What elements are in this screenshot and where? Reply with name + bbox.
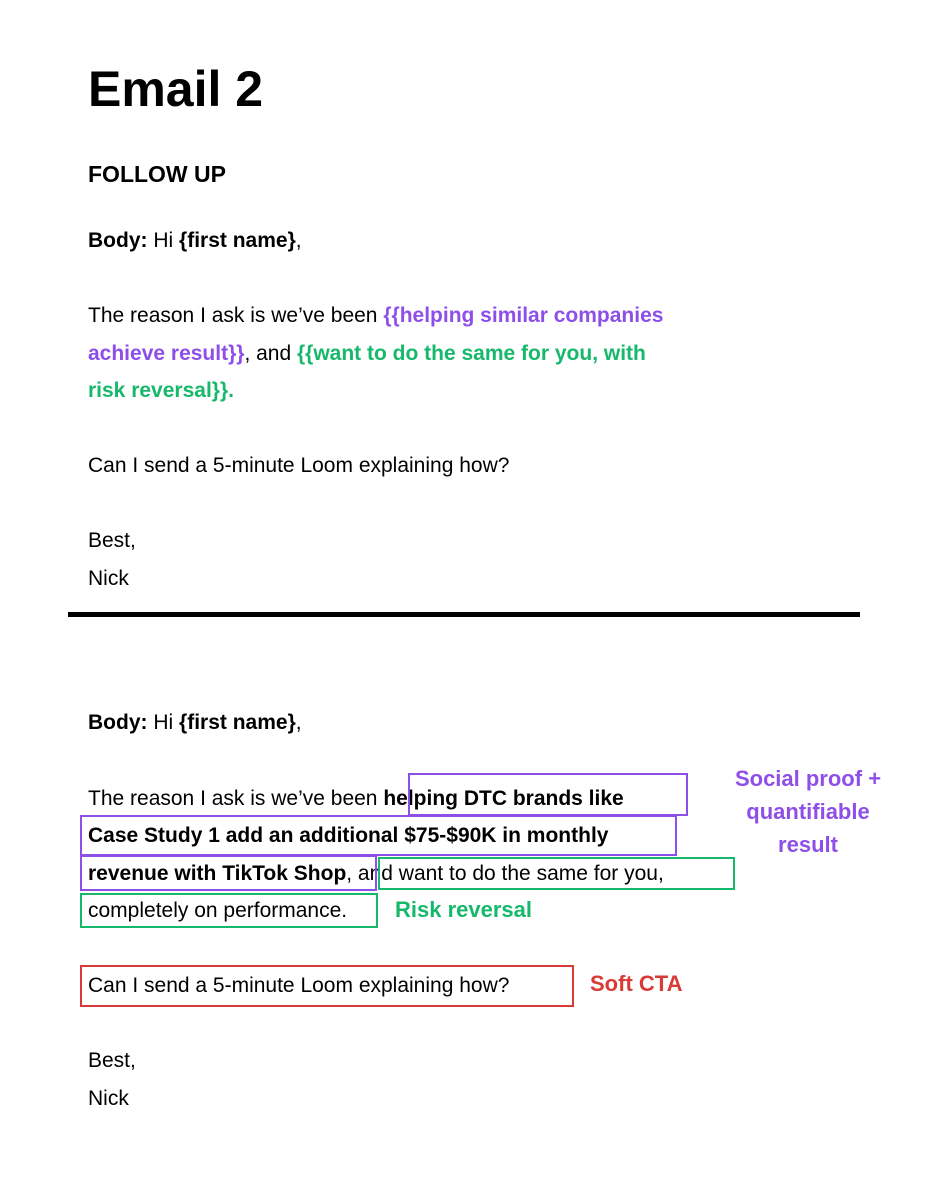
social-proof-annotation-line-3: result xyxy=(778,832,838,857)
template-greeting-line xyxy=(88,229,302,253)
soft-cta-highlight-box xyxy=(80,965,574,1007)
template-line1-plain: The reason I ask is we’ve been xyxy=(88,304,378,327)
example-line3-plain: , and want to do the same for you, xyxy=(346,862,664,885)
example-line1-bold: helping DTC brands like xyxy=(383,787,624,810)
social-proof-highlight-box-3 xyxy=(80,855,377,891)
example-line-2: Case Study 1 add an additional $75-$90K in monthly xyxy=(88,824,609,847)
template-body-label: Body: xyxy=(88,229,148,252)
template-line2-purple-placeholder: achieve result}} xyxy=(88,342,245,365)
social-proof-annotation-line-1: Social proof + xyxy=(734,766,882,791)
template-line-2 xyxy=(88,342,646,366)
example-signoff: Best, xyxy=(88,1049,136,1072)
example-body-label: Body: xyxy=(88,711,148,734)
section-divider xyxy=(68,612,860,617)
template-line2-green-placeholder: {{want to do the same for you, with xyxy=(297,342,646,365)
example-greeting-hi: Hi xyxy=(153,711,174,734)
example-cta: Can I send a 5-minute Loom explaining how? xyxy=(88,974,510,997)
example-greeting-comma: , xyxy=(295,711,302,734)
example-line1-plain: The reason I ask is we’ve been xyxy=(88,787,378,810)
template-greeting-hi: Hi xyxy=(153,229,174,252)
social-proof-highlight-box-2 xyxy=(80,815,677,856)
social-proof-highlight-box-1 xyxy=(408,773,688,816)
template-line1-purple-placeholder: {{helping similar companies xyxy=(383,304,664,327)
social-proof-annotation-line-2: quantifiable xyxy=(746,799,870,824)
risk-reversal-highlight-box-1 xyxy=(378,857,735,890)
social-proof-annotation xyxy=(722,762,894,861)
example-signature: Nick xyxy=(88,1087,129,1110)
template-first-name-placeholder: {first name} xyxy=(179,229,296,252)
example-line-4: completely on performance. xyxy=(88,899,348,922)
template-line2-plain: , and xyxy=(244,342,292,365)
page-title: Email 2 xyxy=(88,61,264,117)
soft-cta-annotation: Soft CTA xyxy=(590,971,683,996)
template-cta: Can I send a 5-minute Loom explaining how? xyxy=(88,454,510,477)
template-signoff: Best, xyxy=(88,529,136,552)
risk-reversal-highlight-box-2 xyxy=(80,893,378,928)
template-greeting-comma: , xyxy=(295,229,302,252)
example-first-name-placeholder: {first name} xyxy=(179,711,296,734)
risk-reversal-annotation: Risk reversal xyxy=(395,897,532,922)
template-line3-green-placeholder: risk reversal}}. xyxy=(88,379,234,402)
template-signature: Nick xyxy=(88,567,129,590)
example-line3-bold: revenue with TikTok Shop xyxy=(88,862,347,885)
section-label: FOLLOW UP xyxy=(88,161,226,187)
example-greeting-line xyxy=(88,711,302,735)
template-line-3 xyxy=(88,379,234,403)
template-line-1 xyxy=(88,304,663,328)
